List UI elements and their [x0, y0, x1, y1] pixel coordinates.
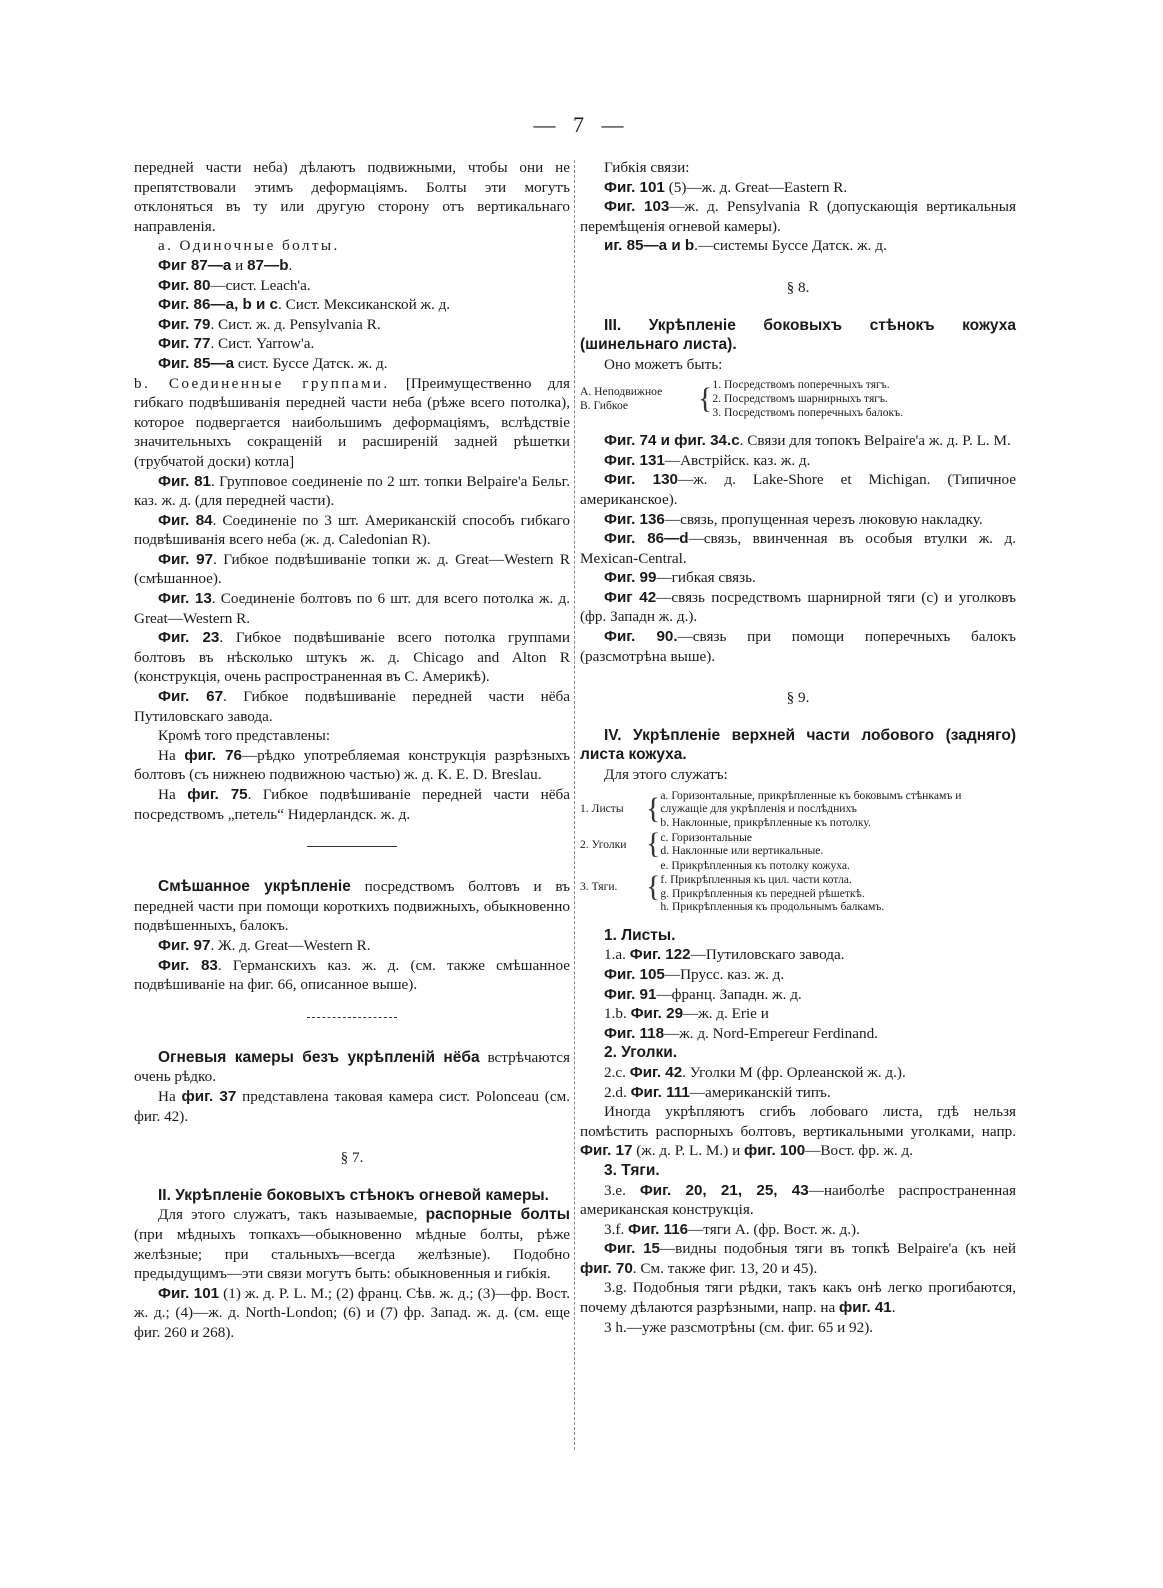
fig-ref: Фиг. 90. — [604, 628, 678, 646]
fig-ref: Фиг 87—a — [158, 256, 232, 274]
fig-ref: Фиг. 67 — [158, 688, 224, 706]
fig-ref: Фиг. 20, 21, 25, 43 — [639, 1181, 809, 1199]
fig-ref: Фиг. 29 — [630, 1005, 684, 1023]
heading-section-iv: IV. Укрѣпленіе верхней части лобового (задняго) листа кожуха. — [580, 726, 1016, 764]
fig-ref: Фиг. 86—a, b и c — [158, 296, 279, 314]
right-column: Гибкія связи: Фиг. 101 (5)—ж. д. Great—Eastern R. Фиг. 103—ж. д. Pensylvania R (допускающія вертикальныя перемѣщенія огневой камеры). иг. 85—a и b.—системы Буссе Датск. ж. д. § 8. III. Укрѣпленіе боковыхъ стѣнокъ кожуха (шинельнаго листа). Оно можетъ быть: A. Неподвижное B. Гибкое { 1. Посредствомъ поперечныхъ тягъ. 2. Посредствомъ шарнирныхъ тягъ. 3. Посредствомъ поперечныхъ балокъ. Фиг. 74 и фиг. 34.c. Связи для топокъ Belpaire'a ж. д. P. L. M. Фиг. 131—Австрійск. каз. ж. д. Фиг. 130—ж. д. Lake-Shore et Michigan. (Типичное американское). Фиг. 136—связь, пропущенная черезъ люковую накладку. Фиг. 86—d—связь, ввинченная въ особыя втулки ж. д. Mexican-Central. Фиг. 99—гибкая связь. Фиг 42—связь посредствомъ шарнирной тяги (с) и уголковъ (фр. Западн ж. д.). Фиг. 90.—связь при помощи поперечныхъ балокъ (разсмотрѣна выше). § 9. IV. Укрѣпленіе верхней части лобового (задняго) листа кожуха. Для этого служатъ: 1. Листы { a. Горизонтальные, прикрѣпленные къ боковымъ стѣнкамъ и служащіе для укрѣпленія и послѣднихъ b. Наклонные, прикрѣпленные къ потолку. 2. Уголки { c. Горизонтальные d. Наклонные или вертикальные. 3. Тяги. { e. Прикрѣпленныя къ потолку кожуха. f. Прикрѣпленныя къ цил. части котла. g. Прикрѣпленныя къ передней рѣшеткѣ. h. Прикрѣпленныя къ продольнымъ балкамъ. 1. Листы. 1.a. Фиг. 122—Путиловскаго завода. Фиг. 105—Прусс. каз. ж. д. Фиг. 91—франц. Западн. ж. д. 1.b. Фиг. 29—ж. д. Erie и Фиг. 118—ж. д. Nord-Empereur Ferdinand. 2. Уголки. 2.c. Фиг. 42. Уголки M (фр. Орлеанской ж. д.). 2.d. Фиг. 111—американскій типъ. Иногда укрѣпляютъ сгибъ лобоваго листа, гдѣ нельзя помѣстить распорныхъ болтовъ, вертикальными уголками, напр. Фиг. 17 (ж. д. P. L. M.) и фиг. 100—Вост. фр. ж. д. 3. Тяги. 3.e. Фиг. 20, 21, 25, 43—наиболѣе распространенная американская конструкція. 3.f. Фиг. 116—тяги A. (фр. Вост. ж. д.). Фиг. 15—видны подобныя тяги въ топкѣ Belpaire'a (къ ней фиг. 70. См. также фиг. 13, 20 и 45). 3.g. Подобныя тяги рѣдки, такъ какъ онѣ легко прогибаются, почему дѣлаются разрѣзными, напр. на фиг. 41. 3 h.—уже разсмотрѣны (см. фиг. 65 и 92). — [580, 159, 1017, 1336]
column-divider — [574, 160, 576, 1450]
fig-ref: Фиг. 81 — [158, 472, 212, 490]
fig-ref: Фиг. 105 — [604, 965, 665, 983]
fig-ref: Фиг. 17 — [580, 1142, 633, 1160]
paragraph: b. Соединенные группами. [Преимущественно для гибкаго подвѣшиванія передней части неба (рѣже всего потолка), которое подвергается наибольшимъ деформаціямъ, вслѣдствіе значительныхъ сокращеній и расширеній задней рѣшетки (трубчатой доски) котла] — [134, 374, 570, 470]
fig-ref: Фиг. 84 — [158, 511, 213, 529]
fig-ref: Фиг. 118 — [604, 1024, 665, 1042]
paragraph: 3 h.—уже разсмотрѣны (см. фиг. 65 и 92). — [604, 1318, 874, 1336]
fig-ref: Фиг. 83 — [158, 956, 218, 974]
classification-table-iv: 1. Листы { a. Горизонтальные, прикрѣпленные къ боковымъ стѣнкамъ и служащіе для укрѣпленія и послѣднихъ b. Наклонные, прикрѣпленные къ потолку. 2. Уголки { c. Горизонтальные d. Наклонные или вертикальные. 3. Тяги. { e. Прикрѣпленныя къ потолку кожуха. f. Прикрѣпленныя къ цил. части котла. g. Прикрѣпленныя къ передней рѣшеткѣ. h. Прикрѣпленныя къ продольнымъ балкамъ. — [580, 788, 962, 914]
fig-ref: иг. 85—a и b — [604, 237, 695, 255]
heading-fireboxes: Огневыя камеры безъ укрѣпленій нёба — [158, 1048, 480, 1066]
fig-ref: фиг. 75 — [187, 786, 248, 803]
fig-ref: фиг. 76 — [184, 746, 242, 764]
fig-ref: Фиг. 13 — [158, 590, 212, 608]
fig-ref: Фиг. 42 — [629, 1063, 683, 1081]
fig-ref: Фиг. 101 — [158, 1284, 220, 1302]
fig-ref: Фиг. 131 — [604, 451, 665, 469]
fig-ref: Фиг. 15 — [604, 1240, 660, 1258]
term-stay-bolts: распорные болты — [425, 1206, 570, 1224]
separator-rule — [307, 1017, 397, 1018]
subheading-sheets: 1. Листы. — [604, 926, 676, 944]
section-7: § 7. — [340, 1149, 364, 1167]
fig-ref: Фиг. 85—a — [158, 354, 235, 372]
heading-section-ii: II. Укрѣпленіе боковыхъ стѣнокъ огневой камеры. — [158, 1186, 549, 1204]
paragraph: передней части неба) дѣлаютъ подвижными, чтобы они не препятствовали этимъ деформаціямъ. Болты эти могутъ отклоняться въ ту или другую сторону отъ вертикальнаго направленія. — [134, 159, 570, 235]
fig-ref: Фиг. 80 — [158, 276, 211, 294]
page-number: — 7 — — [533, 112, 630, 137]
section-9: § 9. — [786, 689, 810, 707]
fig-ref: Фиг. 122 — [629, 946, 691, 964]
fig-ref: Фиг. 91 — [604, 985, 657, 1003]
fig-ref: фиг. 70 — [580, 1259, 633, 1277]
heading-section-iii: III. Укрѣпленіе боковыхъ стѣнокъ кожуха (шинельнаго листа). — [580, 316, 1016, 354]
paragraph: Гибкія связи: — [604, 159, 690, 176]
fig-ref: Фиг. 86—d — [604, 530, 689, 548]
separator-rule — [307, 846, 397, 847]
heading-mixed-reinforcement: Смѣшанное укрѣпленіе — [158, 878, 351, 896]
paragraph: Оно можетъ быть: — [604, 355, 723, 373]
paragraph: Кромѣ того представлены: — [158, 727, 331, 745]
fig-ref: 87—b — [247, 256, 289, 274]
fig-ref: Фиг. 23 — [158, 629, 220, 647]
fig-ref: Фиг. 77 — [158, 335, 211, 353]
subheading-grouped: b. Соединенные группами. — [134, 374, 390, 392]
fig-ref: Фиг. 136 — [604, 510, 665, 528]
classification-table-iii: A. Неподвижное B. Гибкое { 1. Посредствомъ поперечныхъ тягъ. 2. Посредствомъ шарнирныхъ тягъ. 3. Посредствомъ поперечныхъ балокъ. — [580, 378, 904, 419]
fig-ref: фиг. 100 — [744, 1142, 806, 1160]
fig-ref: Фиг. 99 — [604, 569, 657, 587]
fig-ref: Фиг. 103 — [604, 198, 670, 216]
section-8: § 8. — [786, 278, 810, 296]
fig-ref: Фиг. 116 — [628, 1220, 689, 1238]
fig-ref: Фиг. 101 — [604, 178, 665, 196]
paragraph: Для этого служатъ: — [604, 766, 728, 784]
fig-ref: Фиг. 97 — [158, 550, 214, 568]
subheading-angles: 2. Уголки. — [604, 1044, 678, 1062]
left-column: передней части неба) дѣлаютъ подвижными, чтобы они не препятствовали этимъ деформаціямъ. Болты эти могутъ отклоняться въ ту или другую сторону отъ вертикальнаго направленія. а. Одиночные болты. Фиг 87—a и 87—b. Фиг. 80—сист. Leach'a. Фиг. 86—a, b и c. Сист. Мексиканской ж. д. Фиг. 79. Сист. ж. д. Pensylvania R. Фиг. 77. Сист. Yarrow'a. Фиг. 85—a сист. Буссе Датск. ж. д. b. Соединенные группами. [Преимущественно для гибкаго подвѣшиванія передней части неба (рѣже всего потолка), которое подвергается наибольшимъ деформаціямъ, вслѣдствіе значительныхъ сокращеній и расширеній задней рѣшетки (трубчатой доски) котла] Фиг. 81. Групповое соединеніе по 2 шт. топки Belpaire'a Бельг. каз. ж. д. (для передней части). Фиг. 84. Соединеніе по 3 шт. Американскій способъ гибкаго подвѣшиванія всего неба (ж. д. Caledonian R). Фиг. 97. Гибкое подвѣшиваніе топки ж. д. Great—Western R (смѣшанное). Фиг. 13. Соединеніе болтовъ по 6 шт. для всего потолка ж. д. Great—Western R. Фиг. 23. Гибкое подвѣшиваніе всего потолка группами болтовъ въ нѣсколько штукъ ж. д. Chicago and Alton R (конструкція, очень распространенная въ С. Америкѣ). Фиг. 67. Гибкое подвѣшиваніе передней части нёба Путиловскаго завода. Кромѣ того представлены: На фиг. 76—рѣдко употребляемая конструкція разрѣзныхъ болтовъ (съ нижнею подвижною частью) ж. д. K. E. D. Breslau. На фиг. 75. Гибкое подвѣшиваніе передней части нёба посредствомъ „петель“ Нидерландск. ж. д. Смѣшанное укрѣпленіе посредствомъ болтовъ и въ передней части при помощи короткихъ подвижныхъ, обыкновенно подвѣшенныхъ, балокъ. Фиг. 97. Ж. д. Great—Western R. Фиг. 83. Германскихъ каз. ж. д. (см. также смѣшанное подвѣшиваніе на фиг. 66, описанное выше). Огневыя камеры безъ укрѣпленій нёба встрѣчаются очень рѣдко. На фиг. 37 представлена таковая камера сист. Polonceau (см. фиг. 42). § 7. II. Укрѣпленіе боковыхъ стѣнокъ огневой камеры. Для этого служатъ, такъ называемые, распорные болты (при мѣдныхъ топкахъ—обыкновенно мѣдные болты, рѣже желѣзные; при стальныхъ—всегда желѣзные). Подобно предыдущимъ—эти связи могутъ быть: обыкновенныя и гибкія. Фиг. 101 (1) ж. д. P. L. M.; (2) франц. Сѣв. ж. д.; (3)—фр. Вост. ж. д.; (4)—ж. д. North-London; (6) и (7) фр. Запад. ж. д. (см. еще фиг. 260 и 268). — [134, 159, 571, 1341]
fig-ref: Фиг. 74 и фиг. 34.c — [604, 432, 740, 450]
fig-ref: фиг. 41 — [838, 1299, 892, 1317]
subheading-rods: 3. Тяги. — [604, 1161, 660, 1179]
fig-ref: Фиг. 79 — [158, 315, 211, 333]
subheading-single-bolts: а. Одиночные болты. — [158, 237, 340, 255]
fig-ref: Фиг. 130 — [604, 471, 678, 489]
fig-ref: Фиг 42 — [604, 588, 657, 606]
fig-ref: Фиг. 97 — [158, 936, 211, 954]
fig-ref: Фиг. 111 — [630, 1083, 690, 1101]
fig-ref: фиг. 37 — [181, 1087, 237, 1105]
